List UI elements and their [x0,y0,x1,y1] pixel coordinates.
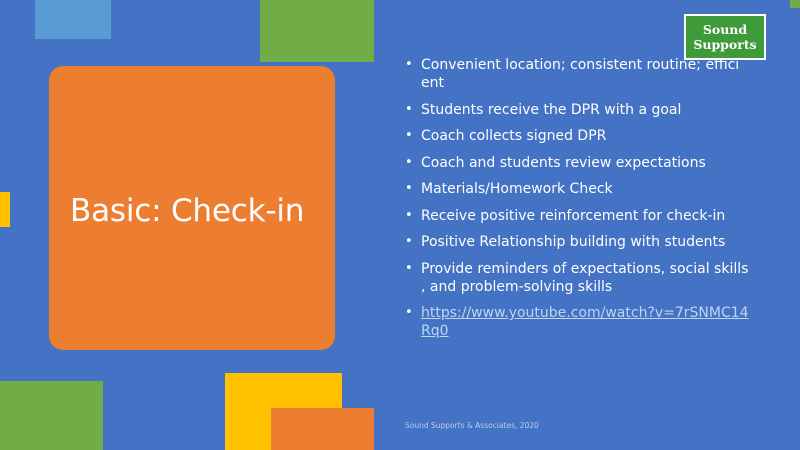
slide-title: Basic: Check-in [70,193,305,229]
bullet-item [404,101,756,119]
bullet-text: Coach collects signed DPR [421,128,607,144]
bullet-list [404,56,756,349]
sound-supports-logo [684,14,766,60]
bullet-item [404,233,756,251]
bullet-dot-icon: • [405,234,413,249]
bullet-item [404,154,756,172]
decorative-bar-yellow-left [0,192,10,227]
bullet-dot-icon: • [405,57,413,72]
title-card [49,66,335,350]
bullet-dot-icon: • [405,305,413,320]
decorative-square-light-blue [35,0,111,39]
bullet-dot-icon: • [405,181,413,196]
decorative-square-orange-bottom [271,408,374,450]
bullet-item [404,127,756,145]
bullet-item [404,207,756,225]
bullet-item [404,180,756,198]
bullet-text: Positive Relationship building with students [421,234,726,250]
decorative-square-green-bottom [0,381,103,450]
bullet-text: Convenient location; consistent routine; effici ent [421,57,740,91]
bullet-item-link [404,304,756,340]
decorative-square-green-corner [790,0,800,8]
bullet-text: Receive positive reinforcement for check-in [421,207,726,224]
bullet-text: Coach and students review expectations [421,154,706,171]
bullet-item [404,260,756,296]
bullet-dot-icon: • [405,260,413,276]
slide-footer: Sound Supports & Associates, 2020 [405,421,539,430]
bullet-text: Provide reminders of expectations, social skills , and problem-solving skills [421,260,749,295]
bullet-dot-icon: • [405,128,413,143]
bullet-dot-icon: • [405,154,413,170]
bullet-text: Materials/Homework Check [421,181,613,197]
bullet-dot-icon: • [405,207,413,223]
bullet-dot-icon: • [405,101,413,117]
youtube-video-link[interactable]: https://www.youtube.com/watch?v=7rSNMC14Rq0 [421,305,749,339]
decorative-square-green-top [260,0,374,62]
logo-line-2: Supports [693,37,757,52]
bullet-text: Students receive the DPR with a goal [421,101,682,118]
bullet-item [404,56,756,92]
logo-line-1: Sound [702,22,748,37]
